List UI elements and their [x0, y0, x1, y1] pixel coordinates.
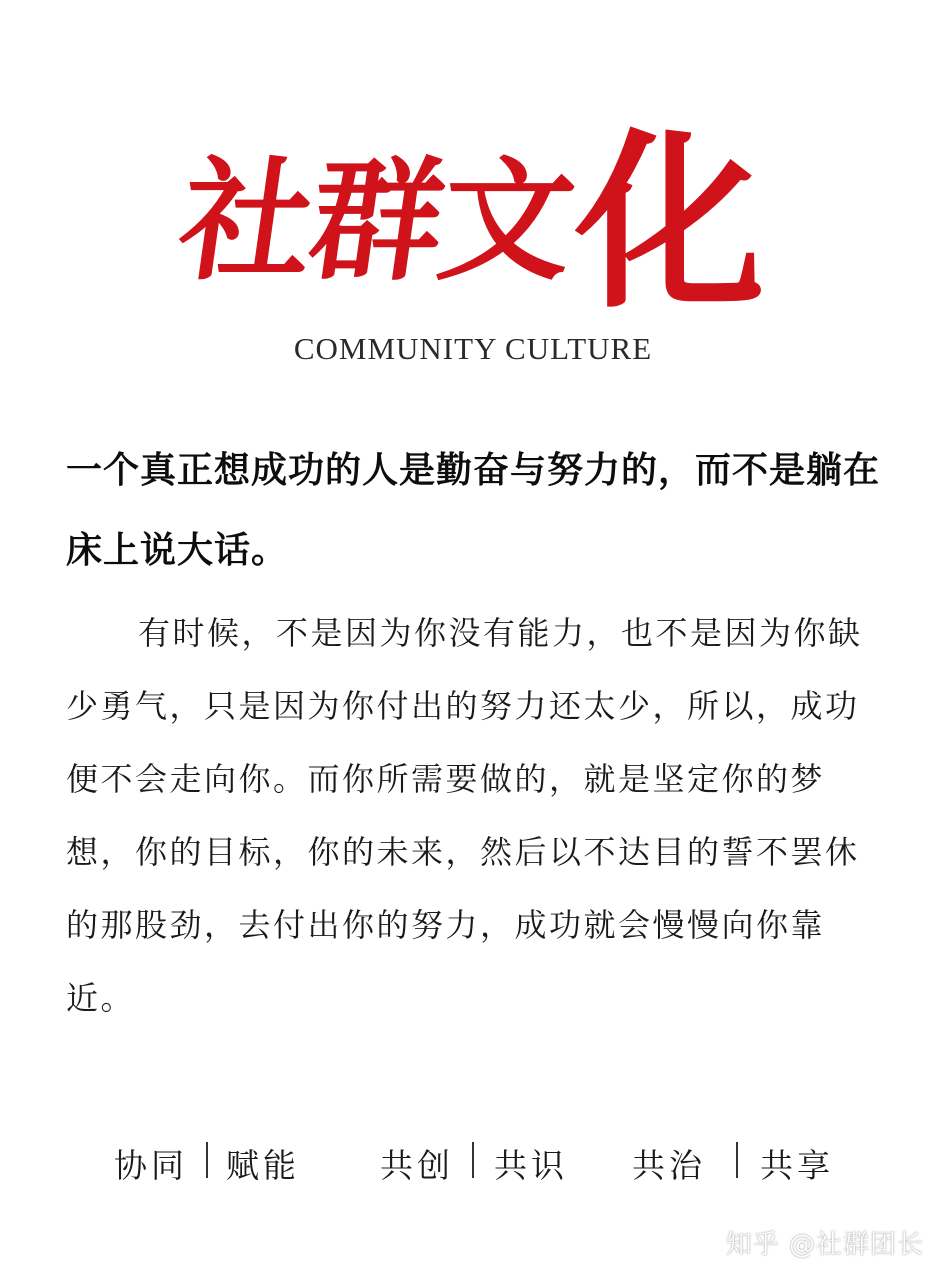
body-paragraph: 有时候，不是因为你没有能力，也不是因为你缺少勇气，只是因为你付出的努力还太少，所以，成功便不会走向你。而你所需要做的，就是坚定你的梦想，你的目标，你的未来，然后以不达目的誓不罢休的那股劲，去付出你的努力，成功就会慢慢向你靠近。: [66, 614, 863, 1017]
tag-gongzhi: 共治: [632, 1146, 706, 1185]
headline: 一个真正想成功的人是勤奋与努力的，而不是躺在床上说大话。: [66, 450, 881, 571]
tag-funeng: 赋能: [226, 1146, 300, 1185]
tag-separator: [472, 1142, 474, 1178]
tag-gongshi: 共识: [494, 1146, 568, 1185]
logo-title: [0, 111, 946, 334]
tag-gongchuang: 共创: [380, 1146, 454, 1185]
tag-gongxiang: 共享: [760, 1146, 834, 1185]
tag-separator: [736, 1142, 738, 1178]
tag-separator: [206, 1142, 208, 1178]
tag-xietong: 协同: [114, 1146, 188, 1185]
logo-title-part1: 社群文: [170, 144, 582, 299]
logo-subtitle: COMMUNITY CULTURE: [293, 331, 653, 366]
watermark: 知乎 @社群团长: [725, 1230, 924, 1260]
logo-title-part2: 化: [574, 111, 765, 334]
